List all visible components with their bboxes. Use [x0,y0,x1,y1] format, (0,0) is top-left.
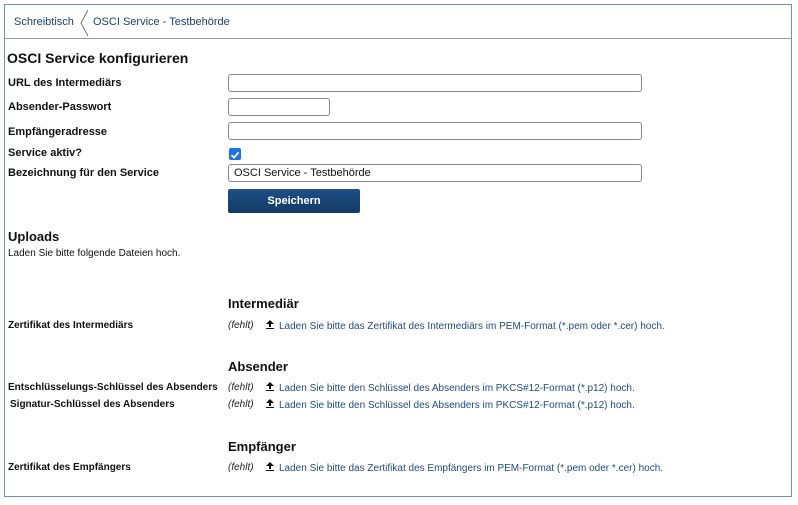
page-title: OSCI Service konfigurieren [7,50,189,66]
status-missing: (fehlt) [228,462,254,473]
sender-sig-key-upload-link[interactable] [266,399,635,411]
password-label: Absender-Passwort [8,101,112,113]
upload-icon [266,462,276,474]
check-icon [229,149,241,161]
recipient-heading: Empfänger [228,439,296,454]
upload-link-text: Laden Sie bitte das Zertifikat des Empfängers im PEM-Format (*.pem oder *.cer) hoch. [279,463,664,474]
url-label: URL des Intermediärs [8,77,122,89]
recipient-address-label: Empfängeradresse [8,126,108,138]
recipient-address-input[interactable] [228,122,642,140]
upload-link-text: Laden Sie bitte den Schlüssel des Absenders im PKCS#12-Format (*.p12) hoch. [279,400,635,411]
url-input[interactable] [228,74,642,92]
breadcrumb [5,5,791,39]
sender-enc-key-label: Entschlüsselungs-Schlüssel des Absenders [8,382,218,393]
service-name-label: Bezeichnung für den Service [8,167,159,179]
uploads-intro: Laden Sie bitte folgende Dateien hoch. [8,248,181,259]
save-button[interactable]: Speichern [228,189,360,213]
sender-enc-key-upload-link[interactable] [266,382,635,394]
status-missing: (fehlt) [228,399,254,410]
chevron-left-icon [78,9,90,37]
upload-icon [266,399,276,411]
upload-icon [266,320,276,332]
recipient-cert-label: Zertifikat des Empfängers [8,462,131,473]
service-active-label: Service aktiv? [8,147,82,159]
breadcrumb-current: OSCI Service - Testbehörde [93,16,230,28]
uploads-title: Uploads [8,229,60,244]
service-name-input[interactable] [228,164,642,182]
intermediary-heading: Intermediär [228,296,299,311]
upload-icon [266,382,276,394]
upload-link-text: Laden Sie bitte den Schlüssel des Absenders im PKCS#12-Format (*.p12) hoch. [279,383,635,394]
status-missing: (fehlt) [228,320,254,331]
sender-heading: Absender [228,359,288,374]
upload-link-text: Laden Sie bitte das Zertifikat des Intermediärs im PEM-Format (*.pem oder *.cer) hoch. [279,321,665,332]
sender-sig-key-label: Signatur-Schlüssel des Absenders [10,399,175,410]
intermediary-cert-upload-link[interactable] [266,320,665,332]
breadcrumb-home[interactable]: Schreibtisch [14,16,74,28]
password-input[interactable] [228,98,330,116]
page-frame [4,4,792,497]
status-missing: (fehlt) [228,382,254,393]
service-active-checkbox[interactable] [229,148,241,160]
recipient-cert-upload-link[interactable] [266,462,663,474]
intermediary-cert-label: Zertifikat des Intermediärs [8,320,134,331]
